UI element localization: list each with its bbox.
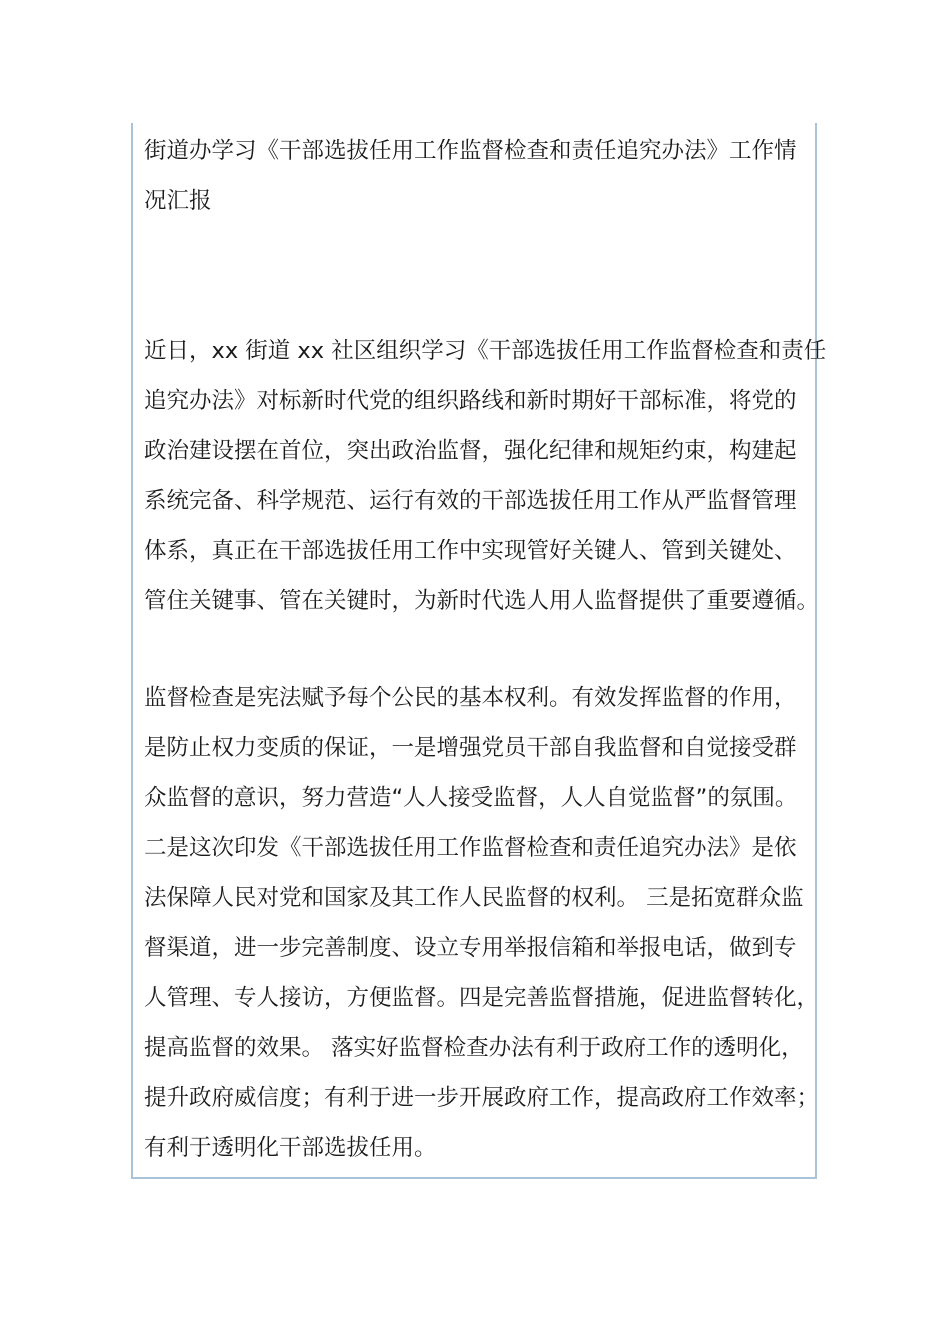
paragraph-line: 是防止权力变质的保证，一是增强党员干部自我监督和自觉接受群 bbox=[144, 735, 797, 761]
paragraph-1 bbox=[144, 326, 827, 626]
paragraph-line: 众监督的意识，努力营造“人人接受监督，人人自觉监督”的氛围。 bbox=[144, 785, 798, 811]
paragraph-line: 监督检查是宪法赋予每个公民的基本权利。有效发挥监督的作用， bbox=[144, 685, 797, 711]
document-title bbox=[144, 126, 810, 226]
paragraph-line: 有利于透明化干部选拔任用。 bbox=[144, 1135, 437, 1161]
title-line: 街道办学习《干部选拔任用工作监督检查和责任追究办法》工作情 bbox=[144, 138, 797, 164]
paragraph-line: 近日，xx 街道 xx 社区组织学习《干部选拔任用工作监督检查和责任 bbox=[144, 338, 827, 364]
paragraph-line: 追究办法》对标新时代党的组织路线和新时期好干部标准，将党的 bbox=[144, 388, 797, 414]
paragraph-line: 二是这次印发《干部选拔任用工作监督检查和责任追究办法》是依 bbox=[144, 835, 797, 861]
paragraph-line: 提高监督的效果。 落实好监督检查办法有利于政府工作的透明化， bbox=[144, 1035, 804, 1061]
paragraph-line: 督渠道，进一步完善制度、设立专用举报信箱和举报电话，做到专 bbox=[144, 935, 797, 961]
paragraph-line: 政治建设摆在首位，突出政治监督，强化纪律和规矩约束，构建起 bbox=[144, 438, 797, 464]
paragraph-line: 提升政府威信度；有利于进一步开展政府工作，提高政府工作效率； bbox=[144, 1085, 820, 1111]
paragraph-line: 体系，真正在干部选拔任用工作中实现管好关键人、管到关键处、 bbox=[144, 538, 797, 564]
paragraph-line: 管住关键事、管在关键时，为新时代选人用人监督提供了重要遵循。 bbox=[144, 588, 820, 614]
paragraph-line: 人管理、专人接访，方便监督。四是完善监督措施，促进监督转化， bbox=[144, 985, 820, 1011]
paragraph-line: 法保障人民对党和国家及其工作人民监督的权利。 三是拓宽群众监 bbox=[144, 885, 804, 911]
paragraph-line: 系统完备、科学规范、运行有效的干部选拔任用工作从严监督管理 bbox=[144, 488, 797, 514]
title-line: 况汇报 bbox=[144, 188, 212, 214]
paragraph-2 bbox=[144, 673, 820, 1173]
